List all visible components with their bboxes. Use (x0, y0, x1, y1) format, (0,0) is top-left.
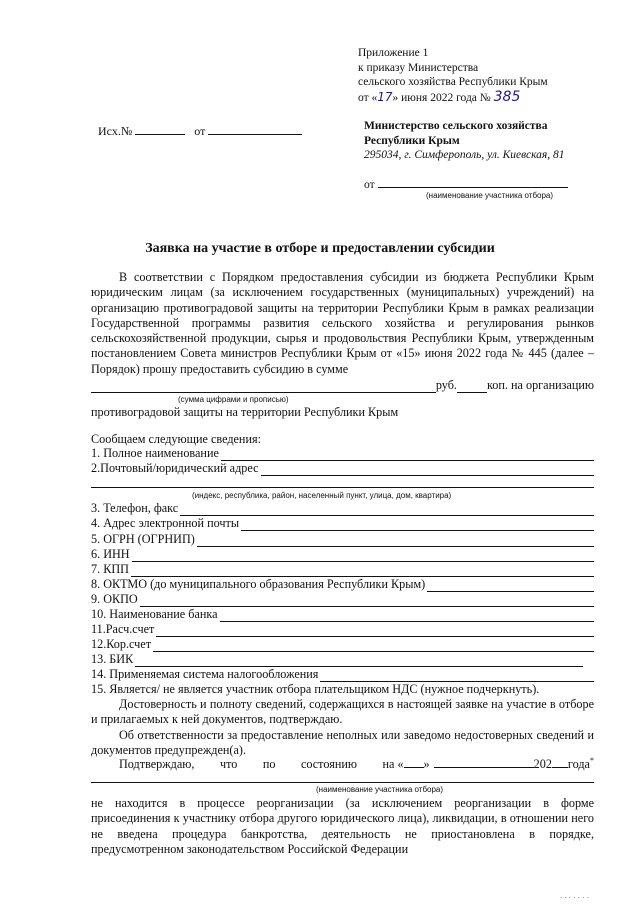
confirm-year-blank[interactable] (552, 756, 568, 768)
from-label: от (364, 179, 375, 191)
stamp-marks: . . . . . . . (560, 892, 589, 900)
field-inn-blank[interactable] (132, 550, 594, 562)
amount-blank[interactable] (91, 381, 436, 393)
amount-rub-label: руб. (435, 378, 457, 392)
confirm-word-1: Подтверждаю, (119, 757, 195, 771)
participant-name-note-top: (наименование участника отбора) (426, 191, 554, 200)
field-postal-address-blank[interactable] (261, 464, 595, 476)
field-bank-name-blank[interactable] (220, 610, 594, 622)
field-ogrn-label: 5. ОГРН (ОГРНИП) (91, 532, 195, 546)
amount-line (91, 378, 594, 393)
confirm-word-3: по (262, 757, 276, 771)
confirm-day-blank[interactable] (404, 756, 424, 768)
field-inn-label: 6. ИНН (91, 547, 130, 561)
field-full-name-label: 1. Полное наименование (91, 446, 219, 460)
outgoing-from-label: от (194, 124, 206, 138)
handwritten-order-number: 385 (493, 88, 521, 105)
field-kpp-blank[interactable] (131, 565, 594, 577)
appendix-block (358, 46, 548, 105)
field-phone-blank[interactable] (180, 504, 594, 516)
field-bik-label: 13. БИК (91, 652, 134, 666)
addressee-line-1: Министерство сельского хозяйства (364, 120, 548, 132)
outgoing-number-blank[interactable] (135, 123, 185, 135)
from-participant-blank[interactable] (378, 176, 568, 188)
confirm-month-blank[interactable] (434, 756, 534, 768)
confirm-year-prefix: 202 (533, 757, 552, 771)
field-correspondent-account-blank[interactable] (153, 640, 594, 652)
field-email-label: 4. Адрес электронной почты (91, 516, 240, 530)
participant-name-note: (наименование участника отбора) (316, 785, 444, 794)
footnote-mark: * (589, 755, 594, 765)
field-bank-name-label: 10. Наименование банка (91, 607, 218, 621)
confirm-year-suffix: года (567, 757, 590, 771)
info-heading: Сообщаем следующие сведения: (91, 432, 261, 446)
field-ogrn-blank[interactable] (197, 535, 594, 547)
field-okpo-blank[interactable] (140, 595, 594, 607)
addressee-address: 295034, г. Симферополь, ул. Киевская, 81 (364, 149, 565, 162)
field-tax-system-blank[interactable] (320, 670, 594, 682)
field-full-name-blank[interactable] (221, 449, 594, 461)
field-settlement-account-blank[interactable] (156, 625, 594, 637)
final-paragraph: не находится в процессе реорганизации (за исключением реорганизации в форме присоединения к участнику отбора другого юридического лица), ликвидации, в отношении него не введена процедура банкротства, деятельность не приостановлена в порядке, предусмотренном законодательством Российской Федерации (91, 796, 594, 856)
confirm-date-group (382, 756, 594, 772)
field-vat-status: 15. Является/ не является участник отбора плательщиком НДС (нужное подчеркнуть). (91, 682, 540, 696)
document-title: Заявка на участие в отборе и предоставлении субсидии (145, 241, 495, 256)
appendix-date-line (358, 90, 548, 106)
amount-kop-blank[interactable] (457, 381, 487, 393)
field-postal-address-continuation[interactable] (91, 487, 594, 488)
field-tax-system-label: 14. Применяемая система налогообложения (91, 667, 319, 681)
field-postal-address (91, 461, 594, 476)
field-email-blank[interactable] (241, 519, 594, 531)
date-prefix: от « (358, 91, 378, 104)
amount-note: (сумма цифрами и прописью) (178, 395, 289, 404)
participant-name-blank[interactable] (91, 782, 594, 783)
confirm-date-open: на « (382, 757, 404, 771)
field-kpp (91, 562, 594, 577)
field-settlement-account-label: 11.Расч.счет (91, 622, 155, 636)
field-bik (91, 652, 583, 667)
outgoing-number-label: Исх.№ (98, 124, 133, 138)
appendix-line-1: Приложение 1 (358, 47, 429, 59)
field-phone (91, 501, 594, 516)
confirm-word-4: состоянию (300, 757, 357, 771)
from-participant-line (364, 176, 568, 191)
outgoing-number-line (98, 123, 302, 139)
confirm-word-2: что (219, 757, 238, 771)
field-phone-label: 3. Телефон, факс (91, 501, 179, 515)
field-ogrn (91, 532, 594, 547)
field-full-name (91, 446, 594, 461)
field-oktmo (91, 577, 594, 592)
field-settlement-account (91, 622, 594, 637)
addressee-line-2: Республики Крым (364, 134, 460, 147)
handwritten-day: 17 (377, 89, 393, 104)
field-correspondent-account-label: 12.Кор.счет (91, 637, 152, 651)
addressee-block (364, 119, 565, 163)
confirm-date-close: » (423, 757, 430, 771)
field-kpp-label: 7. КПП (91, 562, 129, 576)
intro-paragraph: В соответствии с Порядком предоставления субсидии из бюджета Республики Крым юридическим лицам (за исключением государственных (муниципальных) учреждений) на организацию противоградовой защиты на территории Республики Крым в рамках реализации Государственной программы развития сельского хозяйства и регулирования рынков сельскохозяйственной продукции, сырья и продовольствия Республики Крым, утвержденным постановлением Совета министров Республики Крым от «15» июня 2022 года № 445 (далее – Порядок) прошу предоставить субсидию в сумме (91, 270, 594, 376)
field-tax-system (91, 667, 594, 682)
field-oktmo-blank[interactable] (427, 580, 594, 592)
field-okpo (91, 592, 594, 607)
responsibility-paragraph: Об ответственности за предоставление неполных или заведомо недостоверных сведений и документов предупрежден(а). (91, 728, 594, 758)
amount-kop-label: коп. на организацию (486, 378, 594, 392)
purpose-text: противоградовой защиты на территории Республики Крым (91, 405, 399, 419)
date-middle: » июня 2022 года № (392, 91, 491, 104)
outgoing-date-blank[interactable] (208, 123, 302, 135)
field-bik-blank[interactable] (135, 655, 583, 667)
appendix-line-2: к приказу Министерства (358, 61, 479, 74)
field-bank-name (91, 607, 594, 622)
field-correspondent-account (91, 637, 594, 652)
address-note: (индекс, республика, район, населенный пункт, улица, дом, квартира) (192, 491, 452, 500)
field-postal-address-label: 2.Почтовый/юридический адрес (91, 461, 259, 475)
field-oktmo-label: 8. ОКТМО (до муниципального образования Республики Крым) (91, 577, 426, 591)
confirmation-line (91, 757, 594, 772)
appendix-line-3: сельского хозяйства Республики Крым (358, 76, 548, 89)
field-inn (91, 547, 594, 562)
field-email (91, 516, 594, 531)
reliability-paragraph: Достоверность и полноту сведений, содержащихся в настоящей заявке на участие в отборе и прилагаемых к ней документов, подтверждаю. (91, 697, 594, 727)
field-okpo-label: 9. ОКПО (91, 592, 138, 606)
